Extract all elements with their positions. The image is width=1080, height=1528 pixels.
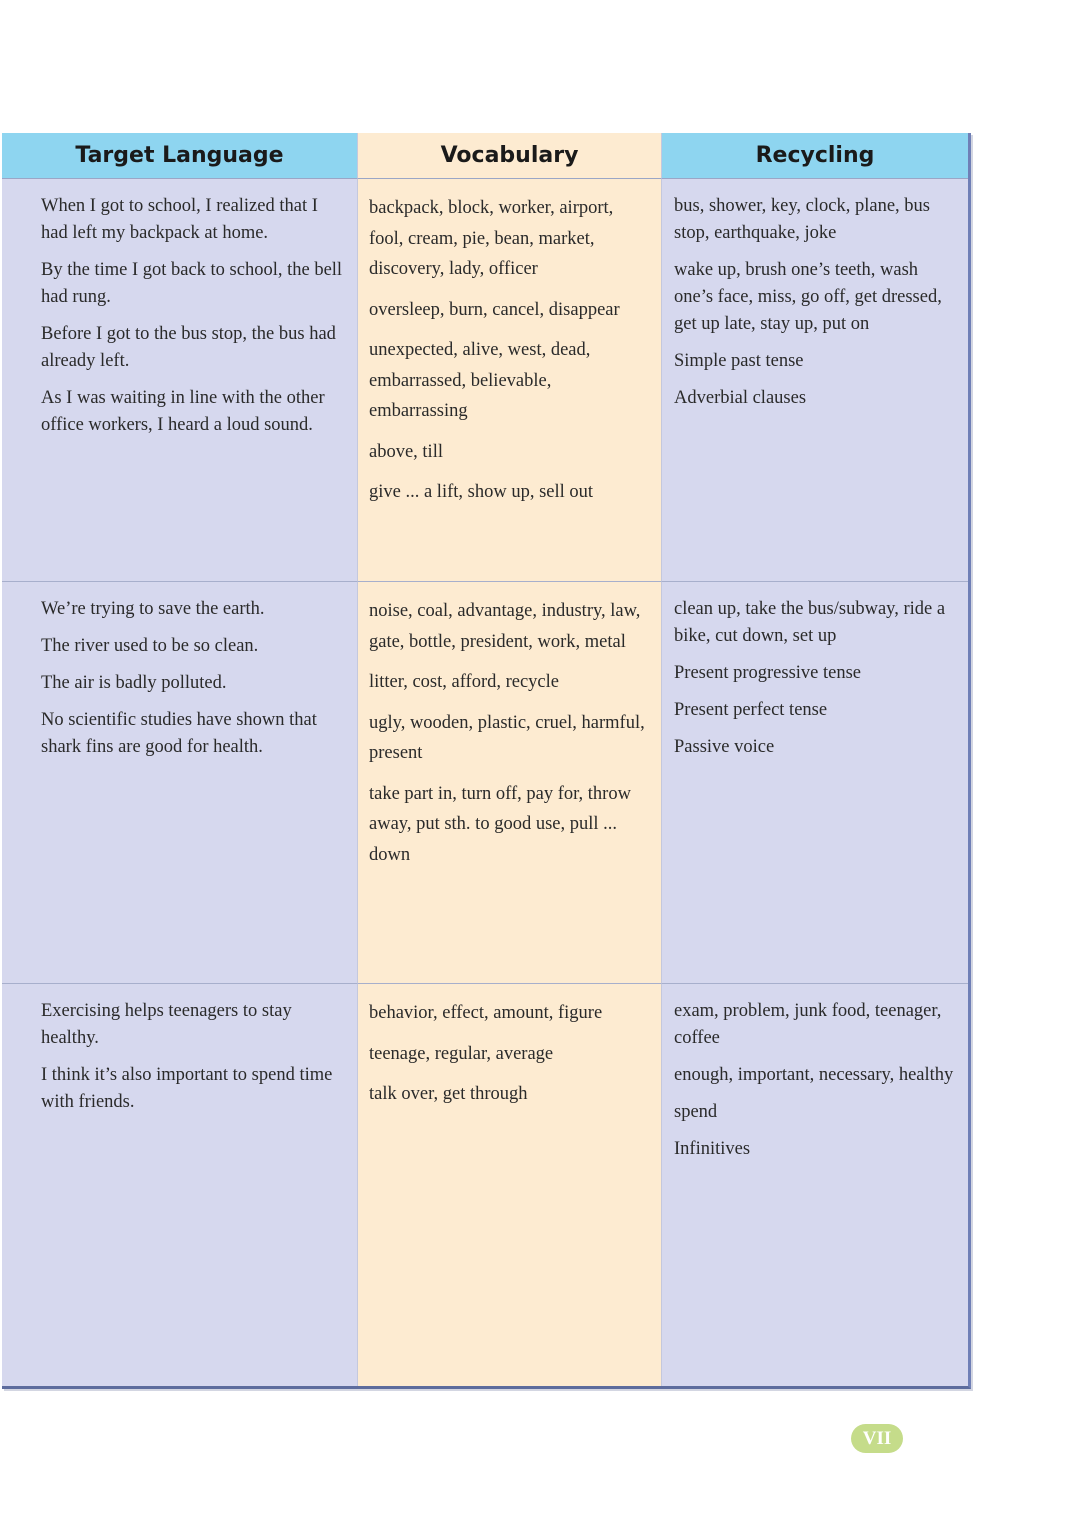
recycling-group: clean up, take the bus/subway, ride a bike, cut down, set up xyxy=(674,599,946,646)
row1-vocab-cell xyxy=(357,179,661,581)
vocab-group: noise, coal, advantage, industry, law, gate, bottle, president, work, metal xyxy=(369,601,641,652)
target-sentence: The air is badly polluted. xyxy=(41,673,227,693)
target-sentence: By the time I got back to school, the bell had rung. xyxy=(41,260,343,307)
row2-vocab-cell xyxy=(357,581,661,983)
page-number-badge: VII xyxy=(851,1424,903,1453)
recycling-group: Present perfect tense xyxy=(674,700,828,720)
row2-target-cell xyxy=(2,581,357,983)
vocab-group: above, till xyxy=(369,441,443,462)
vocab-group: teenage, regular, average xyxy=(369,1043,554,1064)
recycling-group: bus, shower, key, clock, plane, bus stop, earthquake, joke xyxy=(674,196,930,243)
vocab-group: behavior, effect, amount, figure xyxy=(369,1003,603,1023)
recycling-group: Adverbial clauses xyxy=(674,388,807,408)
header-vocabulary: Vocabulary xyxy=(357,133,661,179)
recycling-group: wake up, brush one’s teeth, wash one’s face, miss, go off, get dressed, get up late, stay up, put on xyxy=(674,260,942,334)
target-sentence: No scientific studies have shown that shark fins are good for health. xyxy=(41,710,317,757)
header-target-language: Target Language xyxy=(2,133,357,179)
target-sentence: We’re trying to save the earth. xyxy=(41,599,265,619)
vocab-group: talk over, get through xyxy=(369,1084,528,1104)
vocab-group: give ... a lift, show up, sell out xyxy=(369,482,594,502)
target-sentence: The river used to be so clean. xyxy=(41,636,259,656)
recycling-group: exam, problem, junk food, teenager, coffee xyxy=(674,1001,942,1048)
target-sentence: Exercising helps teenagers to stay healthy. xyxy=(41,1001,292,1048)
recycling-group: spend xyxy=(674,1102,718,1122)
recycling-group: Present progressive tense xyxy=(674,663,862,683)
recycling-group: Simple past tense xyxy=(674,351,804,371)
vocab-group: litter, cost, afford, recycle xyxy=(369,672,559,692)
unit-overview-table xyxy=(2,133,971,1389)
vocab-group: ugly, wooden, plastic, cruel, harmful, present xyxy=(369,712,645,763)
row2-recycling-cell xyxy=(661,581,968,983)
vocab-group: take part in, turn off, pay for, throw away, put sth. to good use, pull ... down xyxy=(369,783,631,865)
recycling-group: enough, important, necessary, healthy xyxy=(674,1065,954,1085)
recycling-group: Passive voice xyxy=(674,737,775,757)
row3-recycling-cell xyxy=(661,983,968,1386)
vocab-group: unexpected, alive, west, dead, embarrassed, believable, embarrassing xyxy=(369,340,591,421)
row1-target-cell xyxy=(2,179,357,581)
row1-recycling-cell xyxy=(661,179,968,581)
target-sentence: I think it’s also important to spend time with friends. xyxy=(41,1065,333,1112)
row3-target-cell xyxy=(2,983,357,1386)
target-sentence: Before I got to the bus stop, the bus had already left. xyxy=(41,324,336,371)
header-recycling: Recycling xyxy=(661,133,968,179)
target-sentence: As I was waiting in line with the other office workers, I heard a loud sound. xyxy=(41,388,325,435)
target-sentence: When I got to school, I realized that I had left my backpack at home. xyxy=(41,196,318,243)
recycling-group: Infinitives xyxy=(674,1139,751,1159)
vocab-group: backpack, block, worker, airport, fool, cream, pie, bean, market, discovery, lady, officer xyxy=(369,198,614,279)
vocab-group: oversleep, burn, cancel, disappear xyxy=(369,299,620,320)
row3-vocab-cell xyxy=(357,983,661,1386)
